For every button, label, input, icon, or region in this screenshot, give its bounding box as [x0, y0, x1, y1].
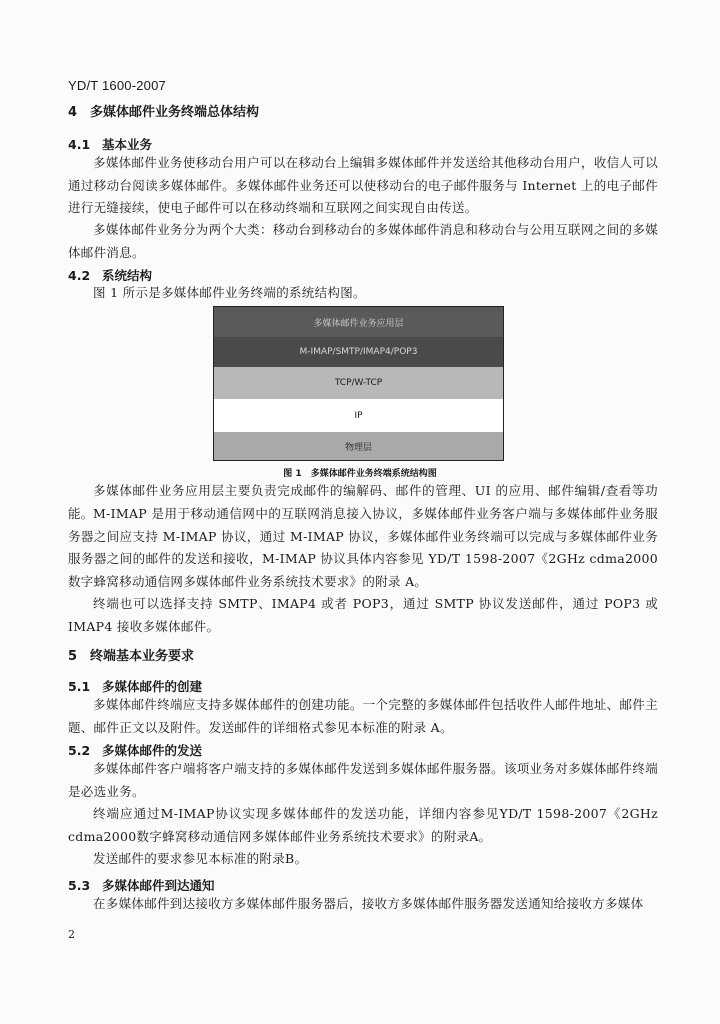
section-title: 基本业务 [102, 137, 153, 152]
layer-label: TCP/W-TCP [334, 378, 383, 388]
figure-caption: 图 1 多媒体邮件业务终端系统结构图 [283, 469, 437, 479]
section-number: 4.2 [68, 268, 91, 283]
standard-code: YD/T 1600-2007 [68, 78, 166, 93]
paragraph: 多媒体邮件业务分为两个大类：移动台到移动台的多媒体邮件消息和移动台与公用互联网之间的多媒体邮件消息。 [68, 222, 658, 260]
section-title: 多媒体邮件的发送 [102, 743, 203, 758]
paragraph: 多媒体邮件终端应支持多媒体邮件的创建功能。一个完整的多媒体邮件包括收件人邮件地址、邮件主题、邮件正文以及附件。发送邮件的详细格式参见本标准的附录 A。 [68, 697, 658, 735]
section-4-heading [68, 101, 259, 120]
layer-label: 物理层 [344, 442, 372, 453]
section-number: 5 [68, 649, 78, 664]
figure-layer-physical [214, 432, 503, 460]
section-5-3-heading [68, 876, 215, 894]
paragraph: 多媒体邮件客户端将客户端支持的多媒体邮件发送到多媒体邮件服务器。该项业务对多媒体邮件终端是必选业务。 [68, 761, 658, 799]
system-architecture-figure [213, 306, 504, 461]
paragraph: M-IMAP 是用于移动通信网中的互联网消息接入协议，多媒体邮件业务客户端与多媒体邮件业务服务器之间应支持 M-IMAP 协议，通过 M-IMAP 协议，多媒体邮件业务终端可以完成与多媒体邮件业务服务器之间的邮件的发送和接收，M-IMAP 协议具体内容参见 YD/T 1598-2007《2GHz cdma2000 数字蜂窝移动通信网多媒体邮件业务系统技术要求》的附录 A。 [68, 506, 658, 589]
section-number: 4 [68, 105, 78, 120]
paragraph: 终端应通过M-IMAP协议实现多媒体邮件的发送功能，详细内容参见YD/T 1598-2007《2GHz cdma2000数字蜂窝移动通信网多媒体邮件业务系统技术要求》的附录A。 [68, 806, 658, 844]
layer-label: IP [354, 410, 363, 421]
section-5-1-heading [68, 677, 202, 695]
section-number: 5.2 [68, 743, 91, 758]
section-title: 多媒体邮件的创建 [102, 679, 203, 694]
section-title: 终端基本业务要求 [90, 649, 195, 664]
section-number: 5.1 [68, 679, 91, 694]
paragraph: 终端也可以选择支持 SMTP、IMAP4 或者 POP3，通过 SMTP 协议发送邮件，通过 POP3 或 IMAP4 接收多媒体邮件。 [68, 596, 658, 634]
paragraph: 发送邮件的要求参见本标准的附录B。 [93, 851, 308, 866]
figure-layer-application [214, 307, 503, 338]
layer-label: M-IMAP/SMTP/IMAP4/POP3 [299, 347, 418, 357]
figure-layer-ip [214, 399, 503, 433]
section-5-heading [68, 645, 194, 664]
section-number: 4.1 [68, 137, 91, 152]
section-title: 系统结构 [102, 268, 153, 283]
section-4-1-heading [68, 135, 152, 153]
paragraph: 多媒体邮件业务使移动台用户可以在移动台上编辑多媒体邮件并发送给其他移动台用户，收信人可以通过移动台阅读多媒体邮件。多媒体邮件业务还可以使移动台的电子邮件服务与 Internet 上的电子邮件进行无缝接续，使电子邮件可以在移动终端和互联网之间实现自由传送。 [68, 155, 658, 215]
paragraph: 多媒体邮件业务应用层主要负责完成邮件的编解码、邮件的管理、UI 的应用、邮件编辑/查看等功能。 [68, 483, 658, 521]
section-5-2-heading [68, 741, 202, 759]
layer-label: 多媒体邮件业务应用层 [313, 318, 404, 329]
section-number: 5.3 [68, 878, 91, 893]
section-title: 多媒体邮件到达通知 [102, 878, 215, 893]
section-title: 多媒体邮件业务终端总体结构 [90, 105, 260, 120]
figure-layer-transport [214, 367, 503, 400]
paragraph: 在多媒体邮件到达接收方多媒体邮件服务器后，接收方多媒体邮件服务器发送通知给接收方多媒体 [93, 896, 644, 911]
page-number: 2 [68, 928, 75, 941]
paragraph: 图 1 所示是多媒体邮件业务终端的系统结构图。 [93, 285, 366, 300]
figure-layer-protocol [214, 337, 503, 368]
